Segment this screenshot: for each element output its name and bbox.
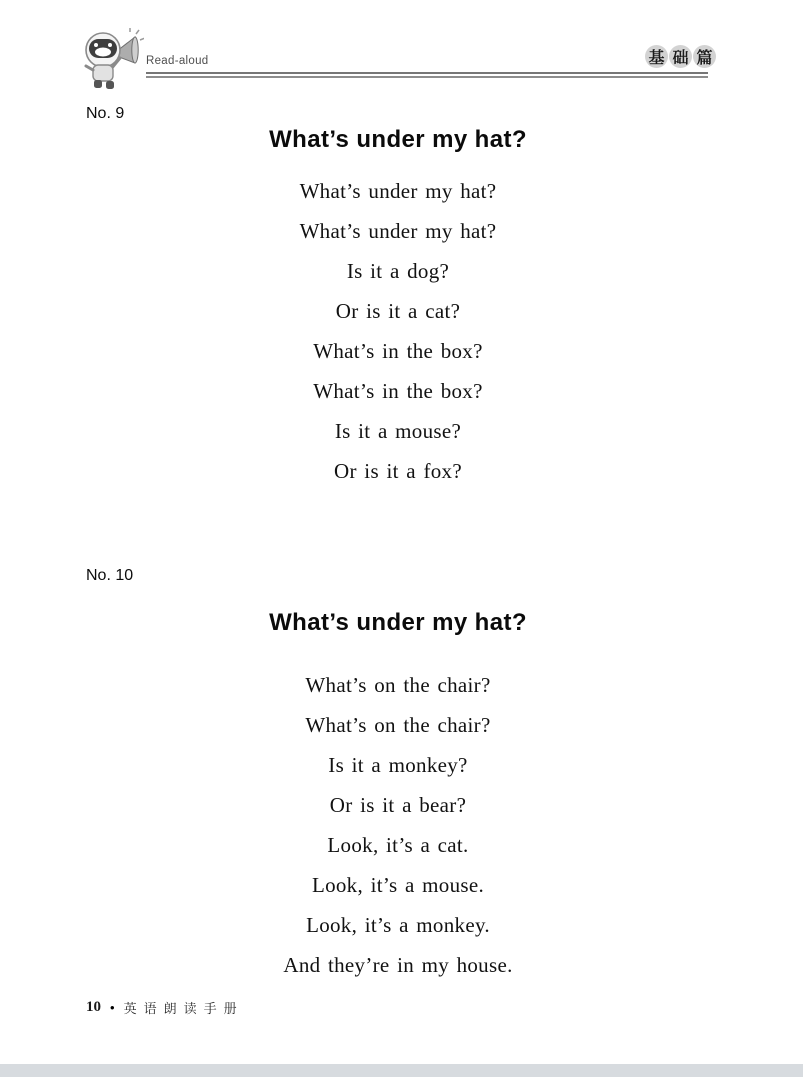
poem-line: What’s in the box?: [313, 378, 483, 403]
poem-line: What’s on the chair?: [305, 712, 491, 737]
poem: [86, 665, 710, 985]
poem-line: What’s under my hat?: [299, 218, 497, 243]
poem-line: What’s on the chair?: [305, 672, 491, 697]
badge-char: 础: [669, 45, 692, 68]
section-title: What’s under my hat?: [269, 126, 527, 153]
mascot-megaphone-icon: [80, 28, 144, 90]
badge-char: 篇: [693, 45, 716, 68]
header-divider: [146, 72, 708, 78]
poem-line: What’s under my hat?: [299, 178, 497, 203]
section-number: No. 9: [86, 105, 125, 122]
poem-line: Or is it a fox?: [334, 458, 462, 483]
poem-line: Or is it a cat?: [335, 298, 461, 323]
page-footer: [86, 998, 244, 1017]
page-edge-band: [0, 1064, 803, 1077]
poem-line: Look, it’s a cat.: [327, 832, 469, 857]
book-title: 英语朗读手册: [123, 1002, 244, 1017]
readaloud-label: Read-aloud: [146, 55, 209, 67]
page-number: 10: [86, 999, 101, 1015]
poem-line: Look, it’s a mouse.: [311, 872, 485, 897]
section-badge: [645, 45, 716, 68]
poem-line: Is it a mouse?: [334, 418, 462, 443]
poem-line: Is it a monkey?: [328, 752, 468, 777]
section-title: What’s under my hat?: [269, 609, 527, 636]
poem-line: Look, it’s a monkey.: [306, 912, 490, 937]
poem-line: And they’re in my house.: [283, 952, 513, 977]
poem-line: Is it a dog?: [346, 258, 450, 283]
section-number: No. 10: [86, 567, 134, 584]
poem-line: Or is it a bear?: [329, 792, 467, 817]
footer-bullet: •: [110, 1000, 115, 1015]
poem-line: What’s in the box?: [313, 338, 483, 363]
badge-char: 基: [645, 45, 668, 68]
poem: [86, 171, 710, 491]
